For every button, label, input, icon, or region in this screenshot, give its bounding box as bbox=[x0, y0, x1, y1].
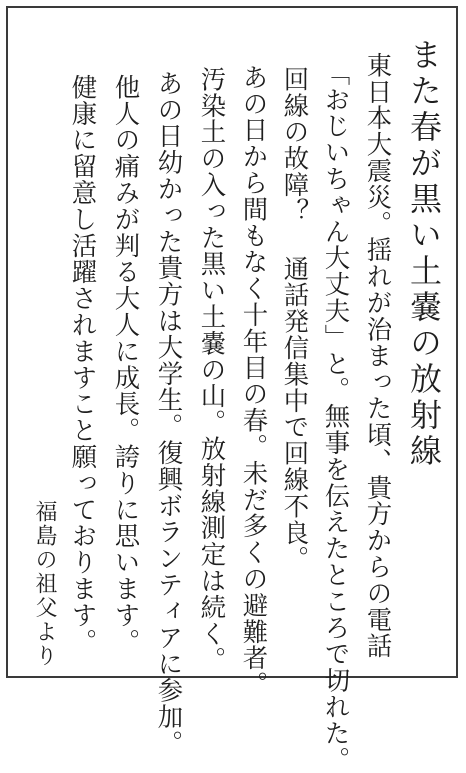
letter-signature: 福島の祖父より bbox=[32, 500, 57, 668]
letter-line: 健康に留意し活躍されますこと願っております。 bbox=[68, 74, 99, 655]
letter-title: また春が黒い土嚢の放射線 bbox=[405, 38, 443, 470]
letter-line: 他人の痛みが判る大人に成長。誇りに思います。 bbox=[111, 74, 142, 655]
letter-line: あの日から間もなく十年目の春。未だ多くの避難者。 bbox=[239, 64, 270, 698]
letter-line: 東日本大震災。揺れが治まった頃、貴方からの電話 bbox=[363, 52, 394, 660]
letter-line: 回線の故障？ 通話発信集中で回線不良。 bbox=[280, 66, 311, 573]
letter-line: 汚染土の入った黒い土嚢の山。放射線測定は続く。 bbox=[197, 66, 228, 674]
letter-card bbox=[6, 6, 458, 773]
letter-line: 「おじいちゃん大丈夫」と。無事を伝えたところで切れた。 bbox=[321, 60, 352, 773]
letter-line: あの日幼かった貴方は大学生。復興ボランティアに参加。 bbox=[154, 70, 185, 757]
